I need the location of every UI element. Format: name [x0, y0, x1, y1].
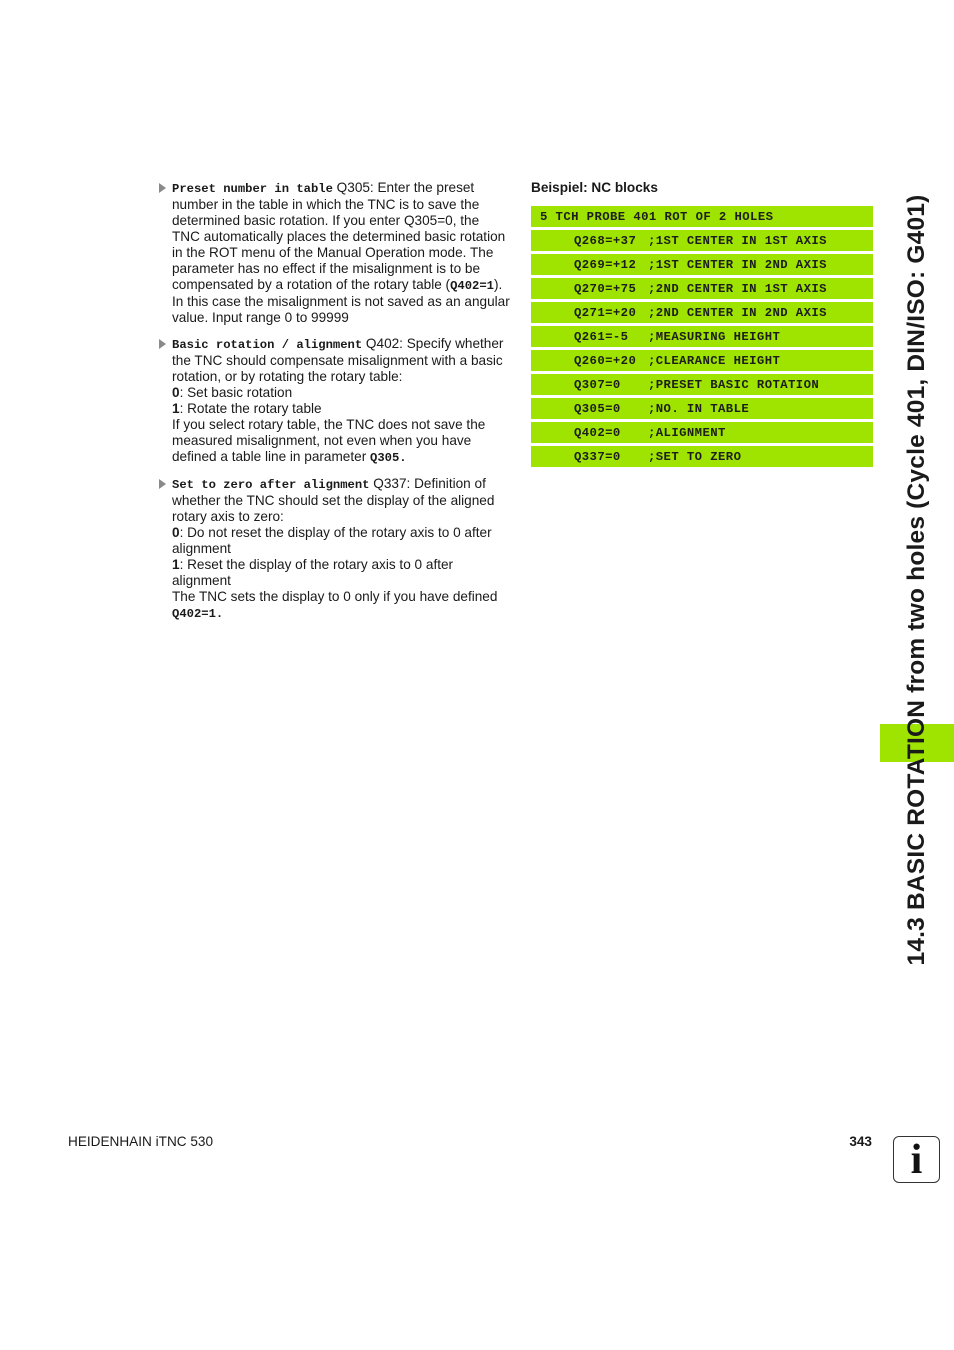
nc-comment: ;NO. IN TABLE	[648, 401, 750, 416]
nc-block-line	[531, 446, 873, 467]
note-text: If you select rotary table, the TNC does not save the measured misalignment, not even when you have defined a table line in parameter	[172, 417, 486, 464]
nc-block-line	[531, 254, 873, 275]
chapter-title-text: 14.3 BASIC ROTATION from two holes (Cycle 401, DIN/ISO: G401)	[903, 194, 930, 966]
nc-param: Q269=+12	[574, 257, 637, 272]
param-preset-number	[158, 180, 510, 326]
footer-brand: HEIDENHAIN iTNC 530	[68, 1134, 214, 1149]
nc-block-line	[531, 278, 873, 299]
nc-param: Q260=+20	[574, 353, 637, 368]
option-text: : Do not reset the display of the rotary axis to 0 after alignment	[172, 525, 492, 556]
nc-comment: ;1ST CENTER IN 1ST AXIS	[648, 233, 827, 248]
option-key: 0	[172, 385, 180, 400]
triangle-right-icon	[159, 339, 166, 349]
note-code: Q305.	[370, 451, 407, 465]
option-text: : Set basic rotation	[179, 385, 293, 400]
nc-example	[531, 180, 873, 470]
nc-block-line	[531, 302, 873, 323]
param-basic-rotation	[158, 336, 510, 466]
nc-block-head	[531, 206, 873, 227]
param-intro: Q402: Specify whether the TNC should compensate misalignment with a basic rotation, or by rotating the rotary table:	[172, 336, 504, 384]
info-icon: i	[893, 1136, 940, 1183]
note-text: The TNC sets the display to 0 only if you have defined	[172, 589, 498, 604]
nc-param: Q261=-5	[574, 329, 629, 344]
example-title: Beispiel: NC blocks	[531, 180, 658, 195]
chapter-side-title	[880, 180, 954, 980]
nc-comment: ;PRESET BASIC ROTATION	[648, 377, 820, 392]
nc-comment: ;SET TO ZERO	[648, 449, 742, 464]
nc-param: Q307=0	[574, 377, 621, 392]
nc-block-line	[531, 374, 873, 395]
param-intro: Q337: Definition of whether the TNC should set the display of the aligned rotary axis to zero:	[172, 476, 495, 524]
nc-param: Q402=0	[574, 425, 621, 440]
option-key: 1	[172, 557, 180, 572]
page-number: 343	[849, 1134, 872, 1149]
nc-param: Q305=0	[574, 401, 621, 416]
nc-comment: ;CLEARANCE HEIGHT	[648, 353, 781, 368]
parameter-list	[158, 180, 510, 632]
nc-param: Q268=+37	[574, 233, 637, 248]
option-key: 1	[172, 401, 180, 416]
note-code: Q402=1.	[172, 607, 224, 621]
nc-param: Q270=+75	[574, 281, 637, 296]
param-name: Set to zero after alignment	[172, 478, 370, 492]
nc-block-line	[531, 422, 873, 443]
nc-comment: ;1ST CENTER IN 2ND AXIS	[648, 257, 827, 272]
param-text: ). In this case the misalignment is not saved as an angular value. Input range 0 to 99999	[172, 277, 510, 325]
triangle-right-icon	[159, 479, 166, 489]
param-set-to-zero	[158, 476, 510, 622]
nc-comment: ;2ND CENTER IN 2ND AXIS	[648, 305, 827, 320]
option-text: : Reset the display of the rotary axis to 0 after alignment	[172, 557, 454, 588]
param-name: Basic rotation / alignment	[172, 338, 363, 352]
nc-comment: ;2ND CENTER IN 1ST AXIS	[648, 281, 827, 296]
nc-param: Q271=+20	[574, 305, 637, 320]
nc-comment: ;MEASURING HEIGHT	[648, 329, 781, 344]
nc-block-line	[531, 398, 873, 419]
nc-block-line	[531, 230, 873, 251]
nc-block-line	[531, 350, 873, 371]
triangle-right-icon	[159, 183, 166, 193]
nc-comment: ;ALIGNMENT	[648, 425, 726, 440]
option-key: 0	[172, 525, 180, 540]
param-text: Q305: Enter the preset number in the table in which the TNC is to save the determined basic rotation. If you enter Q305=0, the TNC automatically places the determined basic rotation in the ROT menu of the Manual Operation mode. The parameter has no effect if the misalignment is to be compensated by a rotation of the rotary table (	[172, 180, 506, 292]
param-code: Q402=1	[450, 279, 494, 293]
nc-param: Q337=0	[574, 449, 621, 464]
nc-head-text: 5 TCH PROBE 401 ROT OF 2 HOLES	[540, 209, 774, 224]
nc-block-line	[531, 326, 873, 347]
option-text: : Rotate the rotary table	[179, 401, 322, 416]
param-name: Preset number in table	[172, 182, 333, 196]
